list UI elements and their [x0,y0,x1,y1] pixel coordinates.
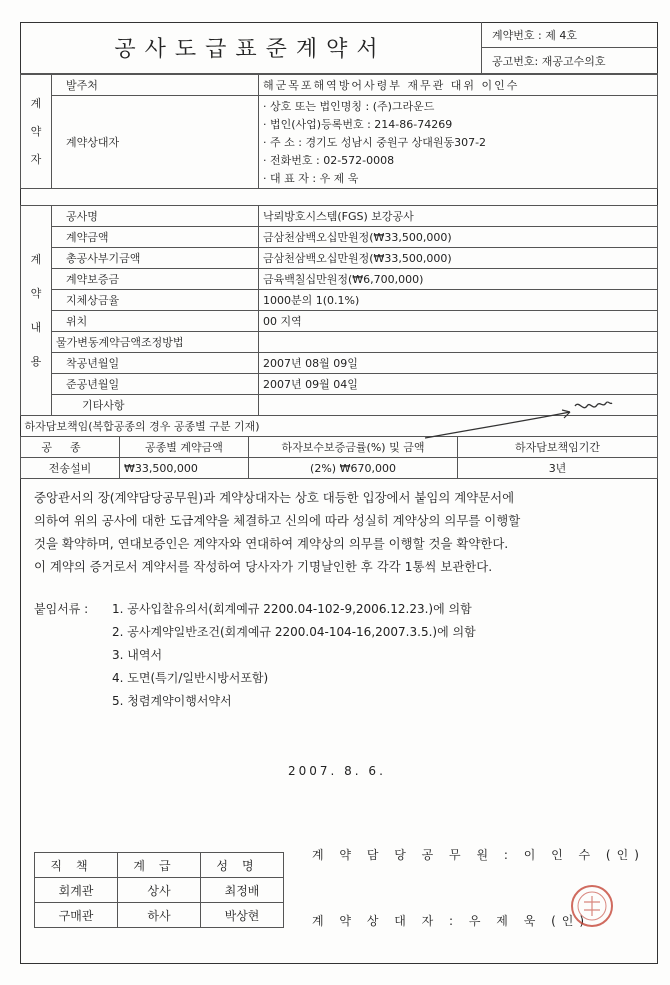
company-seal-icon [568,882,616,930]
col-header: 하자보수보증금률(%) 및 금액 [249,437,458,458]
approval-cell: 박상현 [201,903,284,928]
col-header: 공종별 계약금액 [120,437,249,458]
approval-header: 직책 [35,853,118,878]
delay-penalty-rate: 1000분의 1(0.1%) [259,290,658,311]
contractor-signature: 계 약 상 대 자 : 우 제 욱 (인) [312,914,591,928]
attachment-item: 4. 도면(특기/일반시방서포함) [112,671,269,685]
attachment-item: 2. 공사계약일반조건(회계예규 2200.04-104-16,2007.3.5.)에 의함 [112,625,476,639]
attachments-label: 붙임서류 : [34,602,89,616]
warranty-note: 하자담보책임(복합공종의 경우 공종별 구분 기재) [21,416,658,437]
row-label: 지체상금율 [52,290,259,311]
attachment-item: 5. 청렴계약이행서약서 [112,694,232,708]
row-label: 기타사항 [52,395,259,416]
contractor-phone: · 전화번호 : 02-572-0008 [263,154,395,167]
contractor-reg-no: · 법인(사업)등록번호 : 214-86-74269 [263,118,453,131]
row-label: 준공년월일 [52,374,259,395]
orderer-value: 해군목포해역방어사령부 재무관 대위 이인수 [259,75,658,96]
warranty-period: 3년 [458,458,658,479]
contractor-address: · 주 소 : 경기도 성남시 중원구 상대원동307-2 [263,136,487,149]
warranty-deposit: (2%) ₩670,000 [249,458,458,479]
officer-signature: 계 약 담 당 공 무 원 : 이 인 수 (인) [312,848,645,862]
work-type: 전송설비 [21,458,120,479]
guarantee-amount: 금육백칠십만원정(₩6,700,000) [259,269,658,290]
approval-cell: 회계관 [35,878,118,903]
price-adjustment [259,332,658,353]
completion-date: 2007년 09월 04일 [259,374,658,395]
approval-table [34,852,284,928]
contractor-label: 계약상대자 [52,96,259,189]
parties-table [20,74,658,189]
contract-contents-table [20,205,658,416]
approval-cell: 하사 [118,903,201,928]
contract-amount: 금삼천삼백오십만원정(₩33,500,000) [259,227,658,248]
contract-section-label: 계 약 내 용 [21,206,52,416]
body-line: 중앙관서의 장(계약담당공무원)과 계약상대자는 상호 대등한 입장에서 붙임의 계약문서에 [34,490,515,505]
body-line: 이 계약의 증거로서 계약서를 작성하여 당사자가 기명날인한 후 각각 1통씩 보관한다. [34,559,493,574]
contractor-company: · 상호 또는 법인명칭 : (주)그라운드 [263,100,435,113]
approval-header: 성명 [201,853,284,878]
handwritten-annotation [420,398,620,443]
body-line: 의하여 위의 공사에 대한 도급계약을 체결하고 신의에 따라 성실히 계약상의 의무를 이행할 [34,513,521,528]
contract-number: 계약번호 : 제 4호 [482,22,658,48]
col-header: 공종 [21,437,120,458]
approval-cell: 상사 [118,878,201,903]
approval-header: 계급 [118,853,201,878]
row-label: 공사명 [52,206,259,227]
row-label: 계약보증금 [52,269,259,290]
orderer-label: 발주처 [52,75,259,96]
attachment-item: 1. 공사입찰유의서(회계예규 2200.04-102-9,2006.12.23.)에 의함 [112,602,472,616]
total-amount: 금삼천삼백오십만원정(₩33,500,000) [259,248,658,269]
row-label: 위치 [52,311,259,332]
notice-number: 공고번호: 재공고수의호 [482,48,658,74]
attachments-list [112,598,476,713]
contract-date: 2007. 8. 6. [288,764,386,778]
document-title: 공사도급표준계약서 [20,22,482,74]
approval-cell: 최정배 [201,878,284,903]
row-label: 착공년월일 [52,353,259,374]
contractor-details [259,96,658,189]
approval-cell: 구매관 [35,903,118,928]
parties-section-label: 계 약 자 [21,75,52,189]
contractor-ceo: · 대 표 자 : 우 제 욱 [263,172,359,185]
row-label: 물가변동계약금액조정방법 [52,332,259,353]
row-label: 계약금액 [52,227,259,248]
body-line: 것을 확약하며, 연대보증인은 계약자와 연대하여 계약상의 의무를 이행할 것을 확약한다. [34,536,509,551]
start-date: 2007년 08월 09일 [259,353,658,374]
location: 00 지역 [259,311,658,332]
contract-body [34,486,646,578]
row-label: 총공사부기금액 [52,248,259,269]
col-header: 하자담보책임기간 [458,437,658,458]
work-amount: ₩33,500,000 [120,458,249,479]
attachment-item: 3. 내역서 [112,648,163,662]
project-name: 낙뢰방호시스템(FGS) 보강공사 [259,206,658,227]
